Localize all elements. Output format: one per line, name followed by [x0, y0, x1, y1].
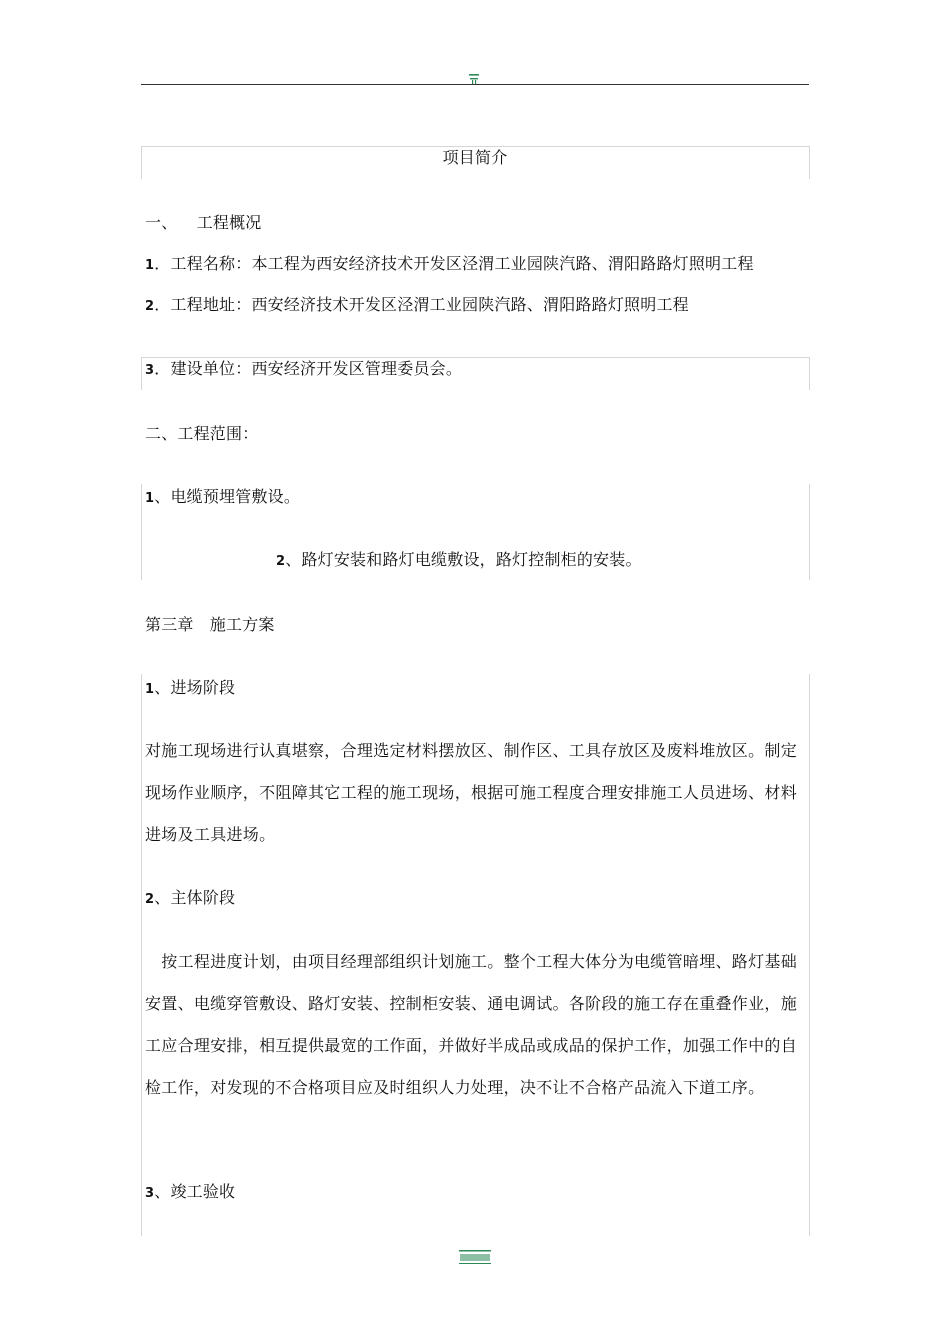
overview-heading-number: 一、 [145, 213, 178, 232]
overview-item-3 [145, 359, 462, 381]
overview-item-2 [145, 295, 689, 317]
section-3-heading [145, 1182, 235, 1204]
chapter3-heading: 第三章 施工方案 [145, 615, 275, 634]
header-rule [141, 84, 809, 85]
section-number: 3 [145, 1186, 155, 1201]
section-1-heading [145, 678, 235, 700]
item-number: 3 [145, 363, 155, 378]
item-number: 2 [276, 554, 286, 569]
item-number: 2 [145, 299, 155, 314]
overview-item-1 [145, 254, 754, 276]
scope-item-2 [276, 550, 642, 572]
overview-heading-text: 工程概况 [196, 213, 262, 232]
item-text: 、路灯安装和路灯电缆敷设，路灯控制柜的安装。 [285, 550, 642, 569]
section-number: 1 [145, 682, 155, 697]
header-mark-icon [467, 71, 481, 85]
scope-heading: 二、工程范围： [145, 424, 259, 443]
overview-heading [145, 213, 262, 233]
section-2-body: 按工程进度计划，由项目经理部组织计划施工。整个工程大体分为电缆管暗埋、路灯基础安置、电缆穿管敷设、路灯安装、控制柜安装、通电调试。各阶段的施工存在重叠作业，施工应合理安排，相互提供最宽的工作面，并做好半成品或成品的保护工作，加强工作中的自检工作，对发现的不合格项目应及时组织人力处理，决不让不合格产品流入下道工序。 [145, 952, 798, 1097]
item-text: 、电缆预埋管敷设。 [154, 487, 301, 506]
section-number: 2 [145, 892, 155, 907]
section-1-body: 对施工现场进行认真堪察，合理选定材料摆放区、制作区、工具存放区及废料堆放区。制定现场作业顺序，不阻障其它工程的施工现场，根据可施工程度合理安排施工人员进场、材料进场及工具进场。 [145, 741, 798, 844]
item-text: ．工程地址：西安经济技术开发区泾渭工业园陕汽路、渭阳路路灯照明工程 [154, 295, 689, 314]
footer-mark-icon [458, 1249, 492, 1265]
item-number: 1 [145, 491, 155, 506]
section-title: 、竣工验收 [154, 1182, 236, 1201]
item-text: ．工程名称：本工程为西安经济技术开发区泾渭工业园陕汽路、渭阳路路灯照明工程 [154, 254, 754, 273]
scope-item-1 [145, 487, 300, 509]
section-title: 、主体阶段 [154, 888, 236, 907]
item-text: ．建设单位：西安经济开发区管理委员会。 [154, 359, 463, 378]
section-2-heading [145, 888, 235, 910]
item-number: 1 [145, 258, 155, 273]
section-title: 、进场阶段 [154, 678, 236, 697]
page-title: 项目简介 [442, 148, 508, 167]
